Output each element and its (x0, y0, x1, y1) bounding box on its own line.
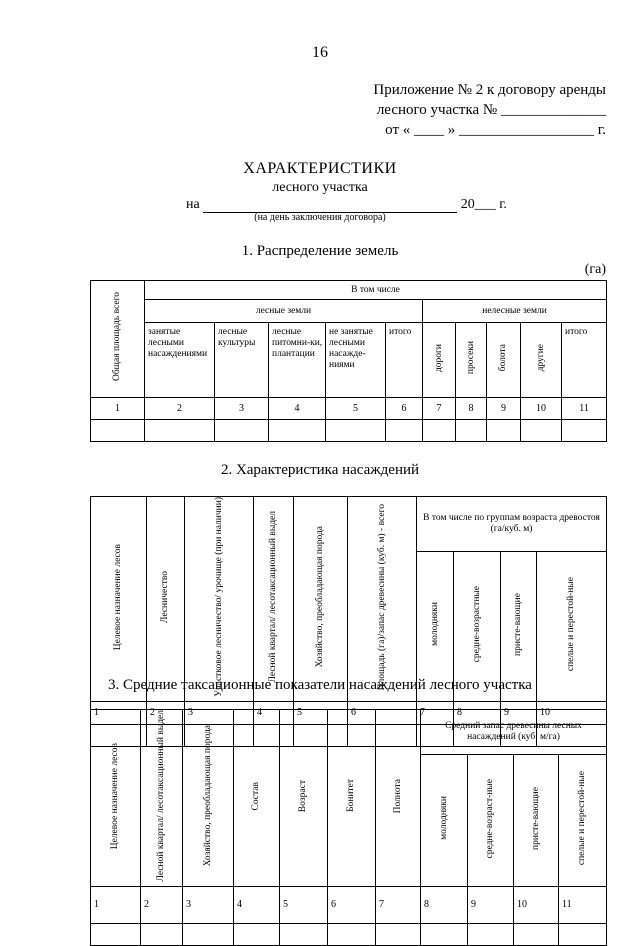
num-cell: 3 (215, 398, 269, 420)
col-maturing: присте-вающие (501, 551, 537, 701)
num-cell: 9 (501, 701, 537, 724)
incl-header: В том числе (145, 281, 607, 300)
col-occupied: занятые лесными насаждениями (145, 323, 215, 398)
col-quarter: Лесной квартал/ лесотаксационный выдел (141, 710, 183, 887)
section3-title: 3. Средние таксационные показатели насаждений лесного участка (108, 677, 532, 693)
col-mature: спелые и перестой-ные (559, 755, 607, 886)
nonforest-lands-header: нелесные земли (423, 300, 607, 323)
table-row (91, 420, 607, 442)
appendix-line-3: от « ____ » __________________ г. (385, 122, 606, 138)
num-cell: 4 (269, 398, 326, 420)
col-young: молодняки (417, 551, 454, 701)
num-cell: 2 (145, 398, 215, 420)
col-forestry: Лесничество (147, 497, 185, 702)
document-title: ХАРАКТЕРИСТИКИ (243, 160, 397, 177)
num-cell: 10 (521, 398, 562, 420)
col-roads: дороги (423, 323, 456, 398)
col-purpose: Целевое назначение лесов (91, 710, 141, 887)
num-cell: 2 (147, 701, 185, 724)
num-cell: 5 (294, 701, 348, 724)
forest-lands-header: лесные земли (145, 300, 423, 323)
col-cultures: лесные культуры (215, 323, 269, 398)
num-cell: 8 (421, 886, 468, 923)
num-cell: 8 (456, 398, 487, 420)
page-number: 16 (312, 44, 328, 61)
num-cell: 6 (328, 886, 376, 923)
col-economy: Хозяйство, преобладающая порода (294, 497, 348, 702)
num-cell: 1 (91, 701, 147, 724)
date-note: (на день заключения договора) (254, 212, 386, 223)
num-cell: 7 (376, 886, 421, 923)
date-blank (203, 198, 457, 213)
col-other: другие (521, 323, 562, 398)
col-swamps: болота (487, 323, 521, 398)
col-young: молодняки (421, 755, 468, 886)
document-subtitle: лесного участка (272, 180, 368, 195)
num-cell: 2 (141, 886, 183, 923)
num-cell: 4 (254, 701, 294, 724)
num-cell: 3 (183, 886, 234, 923)
col-clearings: просеки (456, 323, 487, 398)
num-cell: 1 (91, 398, 145, 420)
num-cell: 1 (91, 886, 141, 923)
num-cell: 7 (417, 701, 454, 724)
col-forest-total: итого (386, 323, 423, 398)
date-line (186, 197, 507, 213)
col-quarter: Лесной квартал/ лесотаксационный выдел (254, 497, 294, 702)
col-economy: Хозяйство, преобладающая порода (183, 710, 234, 887)
num-cell: 11 (562, 398, 607, 420)
section1-title: 1. Распределение земель (241, 243, 399, 259)
num-cell: 5 (326, 398, 386, 420)
col-nurseries: лесные питомни-ки, плантации (269, 323, 326, 398)
col-bonitet: Бонитет (328, 710, 376, 887)
num-cell: 4 (234, 886, 280, 923)
col-area-stock: Площадь (га)/запас древесины (куб. м) - всего (348, 497, 417, 702)
num-cell: 7 (423, 398, 456, 420)
col-age: Возраст (280, 710, 328, 887)
stock-header: Средний запас древесины лесных насаждений (куб. м/га) (421, 710, 607, 755)
col-composition: Состав (234, 710, 280, 887)
date-prefix: на (186, 197, 200, 212)
col-district-forestry: Участковое лесничество/ урочище (при наличии) (185, 497, 254, 702)
col-middle-aged: средне-возрастные (454, 551, 501, 701)
num-cell: 10 (537, 701, 607, 724)
section1-unit: (га) (584, 262, 606, 277)
num-cell: 11 (559, 886, 607, 923)
col-unoccupied: не занятые лесными насажде-ниями (326, 323, 386, 398)
table-row (91, 923, 607, 945)
num-cell: 5 (280, 886, 328, 923)
col-middle-aged: средне-возраст-ные (468, 755, 514, 886)
section2-title: 2. Характеристика насаждений (220, 462, 420, 478)
appendix-line-2: лесного участка № ______________ (376, 102, 606, 118)
age-groups-header: В том числе по группам возраста древостоя (га/куб. м) (417, 497, 607, 552)
col-maturing: присте-вающие (514, 755, 559, 886)
num-cell: 9 (468, 886, 514, 923)
num-cell: 6 (348, 701, 417, 724)
col-mature: спелые и перестой-ные (537, 551, 607, 701)
num-cell: 9 (487, 398, 521, 420)
num-cell: 3 (185, 701, 254, 724)
appendix-line-1: Приложение № 2 к договору аренды (373, 82, 606, 98)
total-area-header: Общая площадь всего (91, 281, 145, 398)
num-cell: 8 (454, 701, 501, 724)
num-cell: 6 (386, 398, 423, 420)
date-year: 20___ г. (460, 197, 507, 212)
taxation-table (90, 709, 607, 946)
col-purpose: Целевое назначение лесов (91, 497, 147, 702)
col-density: Полнота (376, 710, 421, 887)
col-nonforest-total: итого (562, 323, 607, 398)
land-distribution-table (90, 280, 607, 442)
num-cell: 10 (514, 886, 559, 923)
